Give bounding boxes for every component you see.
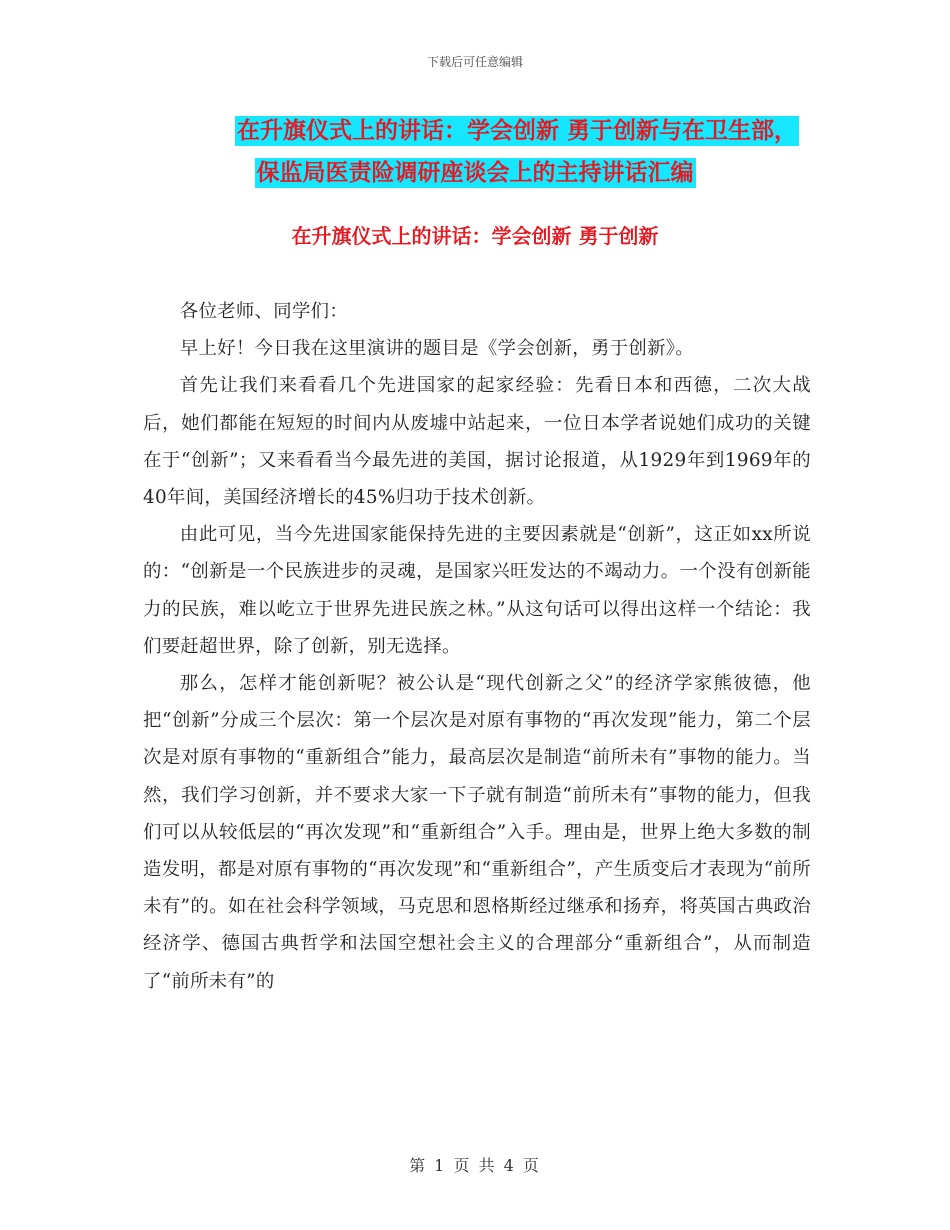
title-highlight-1: 在升旗仪式上的讲话：学会创新 勇于创新与在卫生部， — [236, 118, 797, 144]
paragraph-greeting: 各位老师、同学们： — [179, 301, 349, 322]
document-title-line-2 — [0, 155, 950, 191]
paragraph: 首先让我们来看看几个先进国家的起家经验：先看日本和西德，二次大战后，她们都能在短短的时间内从废墟中站起来，一位日本学者说她们成功的关键在于“创新”；又来看看当今最先进的美国，据讨论报道，从1929年到1969年的40年间，美国经济增长的45%归功于技术创新。 — [143, 375, 811, 509]
section-title: 在升旗仪式上的讲话：学会创新 勇于创新 — [291, 224, 659, 248]
page-footer-number: 第 1 页 共 4 页 — [409, 1156, 541, 1175]
paragraph: 那么，怎样才能创新呢？被公认是“现代创新之父”的经济学家熊彼德，他把“创新”分成三个层次：第一个层次是对原有事物的“再次发现”能力，第二个层次是对原有事物的“重新组合”能力，最高层次是制造“前所未有”事物的能力。当然，我们学习创新，并不要求大家一下子就有制造“前所未有”事物的能力，但我们可以从较低层的“再次发现”和“重新组合”入手。理由是，世界上绝大多数的制造发明，都是对原有事物的“再次发现”和“重新组合”，产生质变后才表现为“前所未有”的。如在社会科学领域，马克思和恩格斯经过继承和扬弃，将英国古典政治经济学、德国古典哲学和法国空想社会主义的合理部分“重新组合”，从而制造了“前所未有”的 — [143, 673, 811, 992]
page-header-note: 下载后可任意编辑 — [426, 55, 523, 69]
title-highlight-2: 保监局医责险调研座谈会上的主持讲话汇编 — [256, 160, 694, 186]
document-body — [143, 293, 811, 1000]
paragraph-intro: 早上好！今日我在这里演讲的题目是《学会创新，勇于创新》。 — [179, 338, 694, 360]
paragraph: 由此可见，当今先进国家能保持先进的主要因素就是“创新”，这正如xx所说的：“创新是一个民族进步的灵魂，是国家兴旺发达的不竭动力。一个没有创新能力的民族，难以屹立于世界先进民族之林。”从这句话可以得出这样一个结论：我们要赶超世界，除了创新，别无选择。 — [143, 524, 811, 657]
document-title-line-1 — [42, 113, 950, 149]
